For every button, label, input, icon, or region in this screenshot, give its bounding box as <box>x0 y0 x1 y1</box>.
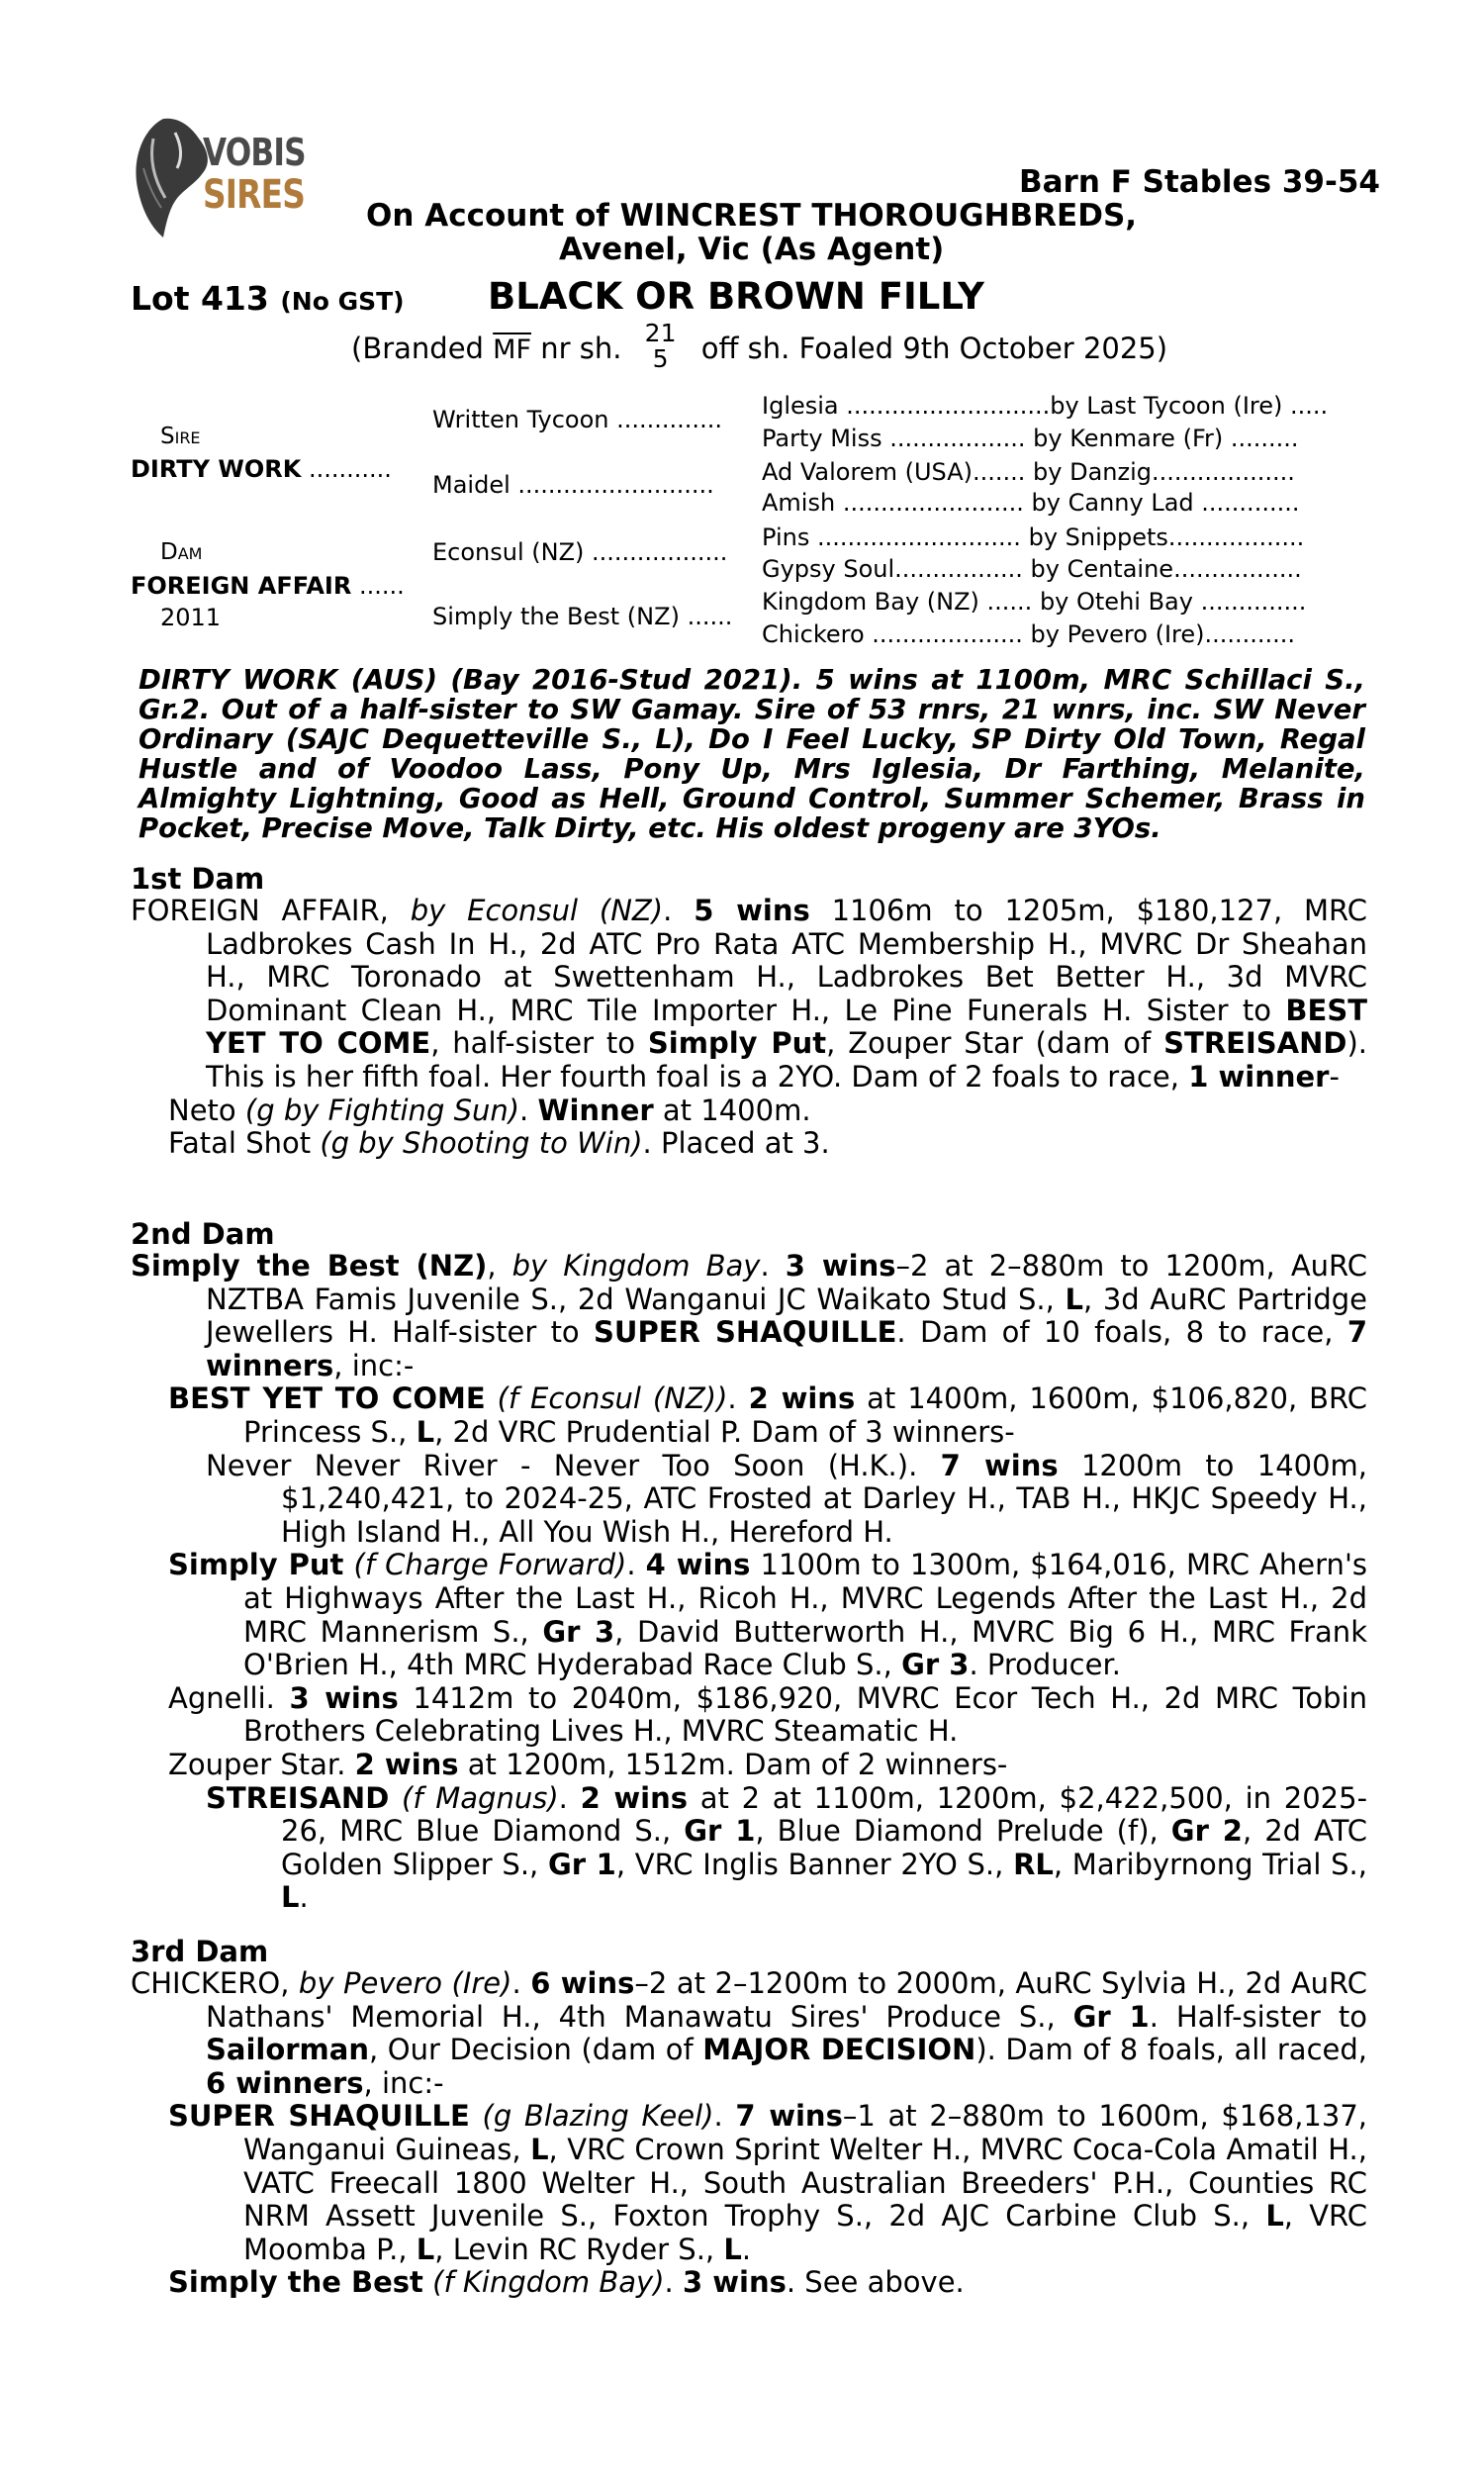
progeny-item: Neto (g by Fighting Sun). Winner at 1400m. <box>168 1093 811 1127</box>
progeny-item: Simply the Best (f Kingdom Bay). 3 wins. See above. <box>168 2265 965 2300</box>
g3-by: by Danzig <box>1033 458 1152 486</box>
g3-name: Pins <box>762 523 810 551</box>
sire-text: DIRTY WORK <box>131 455 302 483</box>
progeny-wins: 3 wins <box>289 1680 399 1715</box>
progeny-text: . Producer. <box>969 1648 1121 1682</box>
dam-sire-text: Econsul (NZ) <box>432 538 585 566</box>
race-grade: Gr 3 <box>542 1614 615 1649</box>
g3-name: Party Miss <box>762 425 882 452</box>
third-dam-sibling: MAJOR DECISION <box>702 2033 976 2067</box>
third-dam-paragraph: CHICKERO, by Pevero (Ire). 6 wins–2 at 2–1200m to 2000m, AuRC Sylvia H., 2d AuRC Nathans' Memorial H., 4th Manawatu Sires' Produce S., Gr 1. Half-sister to Sailorman, Our Decision (dam of MAJOR DECISION). Dam of 8 foals, all raced, 6 winners, inc:- SUPER SHAQUILLE (g Blazing Keel). 7 wins–1 at 2–880m to 1600m, $168,137, Wanganui Guineas, L, VRC Crown Sprint Welter H., MVRC Coca-Cola Amatil H., VATC Freecall 1800 Welter H., South Australian Breeders' P.H., Counties RC NRM Assett Juvenile S., Foxton Trophy S., 2d AJC Carbine Club S., L, VRC Moomba P., L, Levin RC Ryder S., L. Simply the Best (f Kingdom Bay). 3 wins. See above. <box>131 1966 1368 2300</box>
progeny-text: at 1200m, 1512m. Dam of 2 winners- <box>458 1747 1008 1781</box>
progeny-name: Never Never River - Never Too Soon (H.K.). <box>206 1448 918 1482</box>
second-dam-text: . Dam of 10 foals, 8 to race, <box>896 1315 1347 1350</box>
third-dam-text: , Our Decision (dam of <box>369 2033 703 2067</box>
third-dam-heading: 3rd Dam <box>131 1935 269 1968</box>
second-dam-sibling: SUPER SHAQUILLE <box>594 1315 897 1350</box>
race-grade: L <box>281 1880 300 1915</box>
g3-name: Amish <box>762 489 836 517</box>
sire-name: DIRTY WORK ........... <box>131 455 392 483</box>
sire-sire-text: Written Tycoon <box>432 406 609 433</box>
race-grade: Gr 1 <box>547 1847 616 1881</box>
lot-title: BLACK OR BROWN FILLY <box>488 275 984 318</box>
first-dam-text: ). This is her fifth foal. Her fourth foal is a 2YO. Dam of 2 foals to race, <box>206 1026 1367 1094</box>
logo-line-sires: SIRES <box>203 172 306 218</box>
race-grade: Gr 3 <box>901 1648 970 1682</box>
progeny-name: Fatal Shot <box>168 1126 312 1161</box>
logo-line-vobis: VOBIS <box>203 131 306 174</box>
g3-row: Kingdom Bay (NZ) ...... by Otehi Bay .............. <box>762 588 1307 616</box>
third-dam-text: –2 at 2–1200m to 2000m, AuRC Sylvia H., 2d AuRC Nathans' Memorial H., 4th Manawatu Sires' Produce S., <box>206 1966 1368 2034</box>
progeny-name: Simply Put <box>168 1548 344 1582</box>
race-grade: L <box>530 2132 549 2166</box>
progeny-name: Agnelli. <box>168 1680 275 1715</box>
dam-name: FOREIGN AFFAIR ...... <box>131 572 405 600</box>
progeny-wins: 7 wins <box>735 2099 843 2134</box>
progeny-by: (g by Fighting Sun) <box>244 1093 520 1127</box>
progeny-bold: Winner <box>537 1093 654 1127</box>
progeny-text: , Maribyrnong Trial S., <box>1053 1847 1367 1881</box>
progeny-name: Neto <box>168 1093 236 1127</box>
progeny-text: , Blue Diamond Prelude (f), <box>755 1814 1171 1849</box>
progeny-wins: 2 wins <box>580 1780 689 1815</box>
sire-label: Sire <box>160 424 201 449</box>
dam-sire: Econsul (NZ) .................. <box>432 538 728 566</box>
g3-name: Gypsy Soul <box>762 555 895 583</box>
race-grade: Gr 1 <box>1072 1999 1150 2034</box>
g3-name: Kingdom Bay (NZ) <box>762 588 979 616</box>
g3-by: by Canny Lad <box>1031 489 1194 517</box>
progeny-rest: at 1400m. <box>653 1093 811 1127</box>
progeny-item: BEST YET TO COME (f Econsul (NZ)). 2 wins at 1400m, 1600m, $106,820, BRC Princess S., L, 2d VRC Prudential P. Dam of 3 winners- <box>168 1381 1368 1449</box>
race-grade: Gr 1 <box>684 1814 756 1849</box>
first-dam-paragraph: FOREIGN AFFAIR, by Econsul (NZ). 5 wins 1106m to 1205m, $180,127, MRC Ladbrokes Cash In H., 2d ATC Pro Rata ATC Membership H., MVRC Dr Sheahan H., MRC Toronado at Swettenham H., Ladbrokes Bet Better H., 3d MVRC Dominant Clean H., MRC Tile Importer H., Le Pine Funerals H. Sister to BEST YET TO COME, half-sister to Simply Put, Zouper Star (dam of STREISAND). This is her fifth foal. Her fourth foal is a 2YO. Dam of 2 foals to race, 1 winner- Neto (g by Fighting Sun). Winner at 1400m. Fatal Shot (g by Shooting to Win). Placed at 3. <box>131 894 1368 1161</box>
dam-label: Dam <box>160 539 203 565</box>
race-grade: L <box>1065 1282 1083 1316</box>
first-dam-text: , Zouper Star (dam of <box>826 1026 1164 1061</box>
g3-by: by Pevero (Ire) <box>1030 620 1205 648</box>
brand-num: 21 <box>644 319 677 347</box>
progeny-text: , VRC Moomba P., <box>243 2199 1367 2266</box>
sire-description: DIRTY WORK (AUS) (Bay 2016-Stud 2021). 5 wins at 1100m, MRC Schillaci S., Gr.2. Out of a half-sister to SW Gamay. Sire of 53 rnrs, 21 wnrs, inc. SW Never Ordinary (SAJC Dequetteville S., L), Do I Feel Lucky, SP Dirty Old Town, Regal Hustle and of Voodoo Lass, Pony Up, Mrs Iglesia, Dr Farthing, Melanite, Almighty Lightning, Good as Hell, Ground Control, Summer Schemer, Brass in Pocket, Precise Move, Talk Dirty, etc. His oldest progeny are 3YOs. <box>139 664 1365 844</box>
brand-fraction <box>645 321 677 372</box>
vendor-location: Avenel, Vic (As Agent) <box>559 232 945 267</box>
brand-post: off sh. Foaled 9th October 2025) <box>700 332 1168 365</box>
first-dam-text: , half-sister to <box>430 1026 648 1061</box>
first-dam-heading: 1st Dam <box>131 862 265 896</box>
first-dam-by: by Econsul (NZ) <box>410 894 664 927</box>
progeny-by: (f Kingdom Bay) <box>432 2265 665 2300</box>
race-grade: L <box>416 1414 435 1449</box>
progeny-text: 1412m to 2040m, $186,920, MVRC Ecor Tech H., 2d MRC Tobin Brothers Celebrating Lives H., MVRC Steamatic H. <box>243 1680 1368 1749</box>
first-dam-winners: 1 winner <box>1188 1059 1330 1094</box>
third-dam-winners: 6 winners <box>206 2065 364 2100</box>
g3-row: Chickero .................... by Pevero (Ire)............ <box>762 620 1296 648</box>
third-dam-text: ). Dam of 8 foals, all raced, <box>975 2033 1367 2067</box>
progeny-by: (f Charge Forward) <box>353 1548 627 1582</box>
g3-by: by Otehi Bay <box>1039 588 1193 616</box>
progeny-name: SUPER SHAQUILLE <box>168 2099 470 2134</box>
gst-note: (No GST) <box>280 287 405 316</box>
progeny-by: (g by Shooting to Win) <box>320 1126 643 1161</box>
progeny-text: , Levin RC Ryder S., <box>434 2232 724 2266</box>
second-dam-name: Simply the Best (NZ) <box>131 1249 488 1283</box>
second-dam-text: , 3d AuRC Partridge Jewellers H. Half-sister to <box>206 1282 1367 1350</box>
g3-by: by Centaine <box>1030 555 1174 583</box>
third-dam-sibling: Sailorman <box>206 2033 369 2067</box>
g3-name: Ad Valorem (USA) <box>762 458 973 486</box>
progeny-text: , 2d VRC Prudential P. Dam of 3 winners- <box>434 1414 1015 1449</box>
progeny-text: . <box>299 1880 309 1915</box>
progeny-item <box>131 1682 1367 1749</box>
second-dam-by: by Kingdom Bay <box>511 1249 761 1283</box>
g3-by: by Kenmare (Fr) <box>1033 425 1224 452</box>
first-dam-name: FOREIGN AFFAIR <box>131 894 380 927</box>
progeny-text: , VRC Inglis Banner 2YO S., <box>615 1847 1014 1881</box>
dam-dam: Simply the Best (NZ) ...... <box>432 603 733 630</box>
progeny-text: . <box>741 2232 752 2266</box>
second-dam-winners: 7 winners <box>206 1315 1368 1382</box>
third-dam-text: , inc:- <box>363 2065 444 2100</box>
first-dam-text: 1106m to 1205m, $180,127, MRC Ladbrokes Cash In H., 2d ATC Pro Rata ATC Membership H., MVRC Dr Sheahan H., MRC Toronado at Swettenham H., Ladbrokes Bet Better H., 3d MVRC Dominant Clean H., MRC Tile Importer H., Le Pine Funerals H. Sister to <box>206 894 1368 1027</box>
brand-mid: nr sh. <box>540 332 622 365</box>
progeny-text: at 2 at 1100m, 1200m, $2,422,500, in 2025-26, MRC Blue Diamond S., <box>281 1780 1368 1849</box>
progeny-text: , VRC Crown Sprint Welter H., MVRC Coca-Cola Amatil H., VATC Freecall 1800 Welter H., South Australian Breeders' P.H., Counties RC NRM Assett Juvenile S., Foxton Trophy S., 2d AJC Carbine Club S., <box>243 2132 1367 2234</box>
g3-row: Party Miss .................. by Kenmare (Fr) ......... <box>762 425 1299 452</box>
progeny-text: at 1400m, 1600m, $106,820, BRC Princess S., <box>243 1381 1368 1449</box>
race-grade: Gr 2 <box>1170 1814 1243 1849</box>
lot-number <box>131 279 405 318</box>
g3-row: Gypsy Soul................. by Centaine................. <box>762 555 1302 583</box>
progeny-item: SUPER SHAQUILLE (g Blazing Keel). 7 wins–1 at 2–880m to 1600m, $168,137, Wanganui Guineas, L, VRC Crown Sprint Welter H., MVRC Coca-Cola Amatil H., VATC Freecall 1800 Welter H., South Australian Breeders' P.H., Counties RC NRM Assett Juvenile S., Foxton Trophy S., 2d AJC Carbine Club S., L, VRC Moomba P., L, Levin RC Ryder S., L. <box>168 2099 1367 2266</box>
progeny-wins: 3 wins <box>682 2265 787 2300</box>
progeny-wins: 2 wins <box>354 1747 459 1781</box>
brand-pre: (Branded <box>351 332 484 365</box>
second-dam-text: –2 at 2–880m to 1200m, AuRC NZTBA Famis Juvenile S., 2d Wanganui JC Waikato Stud S., <box>206 1249 1367 1316</box>
progeny-item: STREISAND (f Magnus). 2 wins at 2 at 1100m, 1200m, $2,422,500, in 2025-26, MRC Blue Diamond S., Gr 1, Blue Diamond Prelude (f), Gr 2, 2d ATC Golden Slipper S., Gr 1, VRC Inglis Banner 2YO S., RL, Maribyrnong Trial S., L. <box>206 1780 1368 1915</box>
dam-dam-text: Simply the Best (NZ) <box>432 603 680 630</box>
race-grade: L <box>1265 2199 1284 2234</box>
g3-row: Pins ........................... by Snippets.................. <box>762 523 1305 551</box>
sire-dam: Maidel .......................... <box>432 471 714 499</box>
third-dam-by: by Pevero (Ire) <box>298 1966 512 2000</box>
dam-year: 2011 <box>160 604 222 631</box>
g3-row: Iglesia ...........................by Last Tycoon (Ire) ..... <box>762 392 1329 420</box>
dam-text: FOREIGN AFFAIR <box>131 572 352 600</box>
second-dam-wins: 3 wins <box>785 1249 896 1283</box>
progeny-text: , David Butterworth H., MVRC Big 6 H., MRC Frank O'Brien H., 4th MRC Hyderabad Race Club S., <box>243 1614 1367 1682</box>
progeny-text: 1100m to 1300m, $164,016, MRC Ahern's at Highways After the Last H., Ricoh H., MVRC Legends After the Last H., 2d MRC Mannerism S., <box>243 1548 1368 1649</box>
progeny-item <box>131 1450 1367 1550</box>
progeny-wins: 4 wins <box>645 1548 751 1582</box>
progeny-name: Zouper Star. <box>168 1747 346 1781</box>
vobis-sires-logo <box>124 109 322 247</box>
vendor-account: On Account of WINCREST THOROUGHBREDS, <box>366 198 1138 234</box>
first-dam-wins: 5 wins <box>694 894 810 927</box>
race-grade: RL <box>1013 1847 1054 1881</box>
second-dam-paragraph: Simply the Best (NZ), by Kingdom Bay. 3 wins–2 at 2–880m to 1200m, AuRC NZTBA Famis Juvenile S., 2d Wanganui JC Waikato Stud S., L, 3d AuRC Partridge Jewellers H. Half-sister to SUPER SHAQUILLE. Dam of 10 foals, 8 to race, 7 winners, inc:- BEST YET TO COME (f Econsul (NZ)). 2 wins at 1400m, 1600m, $106,820, BRC Princess S., L, 2d VRC Prudential P. Dam of 3 winners- Never Never River - Never Too Soon (H.K.). 7 wins 1200m to 1400m, $1,240,421, to 2024-25, ATC Frosted at Darley H., TAB H., HKJC Speedy H., High Island H., All You Wish H., Hereford H. Simply Put (f Charge Forward). 4 wins 1100m to 1300m, $164,016, MRC Ahern's at Highways After the Last H., Ricoh H., MVRC Legends After the Last H., 2d MRC Mannerism S., Gr 3, David Butterworth H., MVRC Big 6 H., MRC Frank O'Brien H., 4th MRC Hyderabad Race Club S., Gr 3. Producer. Agnelli. 3 wins 1412m to 2040m, $186,920, MVRC Ecor Tech H., 2d MRC Tobin Brothers Celebrating Lives H., MVRC Steamatic H. Zouper Star. 2 wins at 1200m, 1512m. Dam of 2 winners- STREISAND (f Magnus). 2 wins at 2 at 1100m, 1200m, $2,422,500, in 2025-26, MRC Blue Diamond S., Gr 1, Blue Diamond Prelude (f), Gr 2, 2d ATC Golden Slipper S., Gr 1, VRC Inglis Banner 2YO S., RL, Maribyrnong Trial S., L. <box>131 1249 1368 1915</box>
progeny-text: . See above. <box>786 2265 965 2300</box>
third-dam-wins: 6 wins <box>530 1966 635 2000</box>
g3-by: by Snippets <box>1028 523 1168 551</box>
progeny-name: STREISAND <box>206 1780 390 1815</box>
barn-info: Barn F Stables 39-54 <box>1019 164 1380 200</box>
brand-den: 5 <box>652 344 669 373</box>
progeny-wins: 2 wins <box>748 1381 856 1416</box>
race-grade: L <box>723 2232 742 2266</box>
progeny-by: (f Econsul (NZ)) <box>497 1381 728 1416</box>
sire-sire: Written Tycoon .............. <box>432 406 722 433</box>
progeny-name: BEST YET TO COME <box>168 1381 486 1416</box>
brand-line <box>351 319 1168 376</box>
second-dam-text: , inc:- <box>333 1348 415 1382</box>
progeny-item: Fatal Shot (g by Shooting to Win). Placed at 3. <box>168 1126 830 1161</box>
progeny-wins: 7 wins <box>940 1448 1059 1482</box>
third-dam-text: . Half-sister to <box>1149 1999 1367 2034</box>
progeny-by: (g Blazing Keel) <box>482 2099 714 2134</box>
progeny-by: (f Magnus) <box>402 1780 559 1815</box>
race-grade: L <box>416 2232 435 2266</box>
progeny-text: 1200m to 1400m, $1,240,421, to 2024-25, ATC Frosted at Darley H., TAB H., HKJC Speedy H., High Island H., All You Wish H., Hereford H. <box>281 1448 1368 1549</box>
first-dam-text: - <box>1329 1059 1340 1094</box>
first-dam-sibling: BEST YET TO COME <box>206 993 1367 1061</box>
progeny-item: Simply Put (f Charge Forward). 4 wins 1100m to 1300m, $164,016, MRC Ahern's at Highways After the Last H., Ricoh H., MVRC Legends After the Last H., 2d MRC Mannerism S., Gr 3, David Butterworth H., MVRC Big 6 H., MRC Frank O'Brien H., 4th MRC Hyderabad Race Club S., Gr 3. Producer. <box>168 1548 1368 1682</box>
g3-row: Amish ........................ by Canny Lad ............. <box>762 489 1300 517</box>
sire-dam-text: Maidel <box>432 471 510 499</box>
progeny-item <box>131 1749 1367 1782</box>
brand-mark: $\overline{MF}$ <box>493 334 531 365</box>
g3-name: Chickero <box>762 620 865 648</box>
g3-row: Ad Valorem (USA)....... by Danzig................... <box>762 458 1295 486</box>
g3-name: Iglesia <box>762 392 839 420</box>
progeny-text: –1 at 2–880m to 1600m, $168,137, Wanganui Guineas, <box>243 2099 1367 2166</box>
first-dam-sibling: Simply Put <box>647 1026 827 1061</box>
progeny-text: , 2d ATC Golden Slipper S., <box>281 1814 1367 1881</box>
lot-label: Lot 413 <box>131 279 269 318</box>
second-dam-heading: 2nd Dam <box>131 1217 275 1251</box>
g3-by: by Last Tycoon (Ire) <box>1050 392 1283 420</box>
progeny-name: Simply the Best <box>168 2265 423 2300</box>
first-dam-sibling: STREISAND <box>1163 1026 1347 1061</box>
third-dam-name: CHICKERO <box>131 1966 281 2000</box>
progeny-rest: Placed at 3. <box>651 1126 830 1161</box>
